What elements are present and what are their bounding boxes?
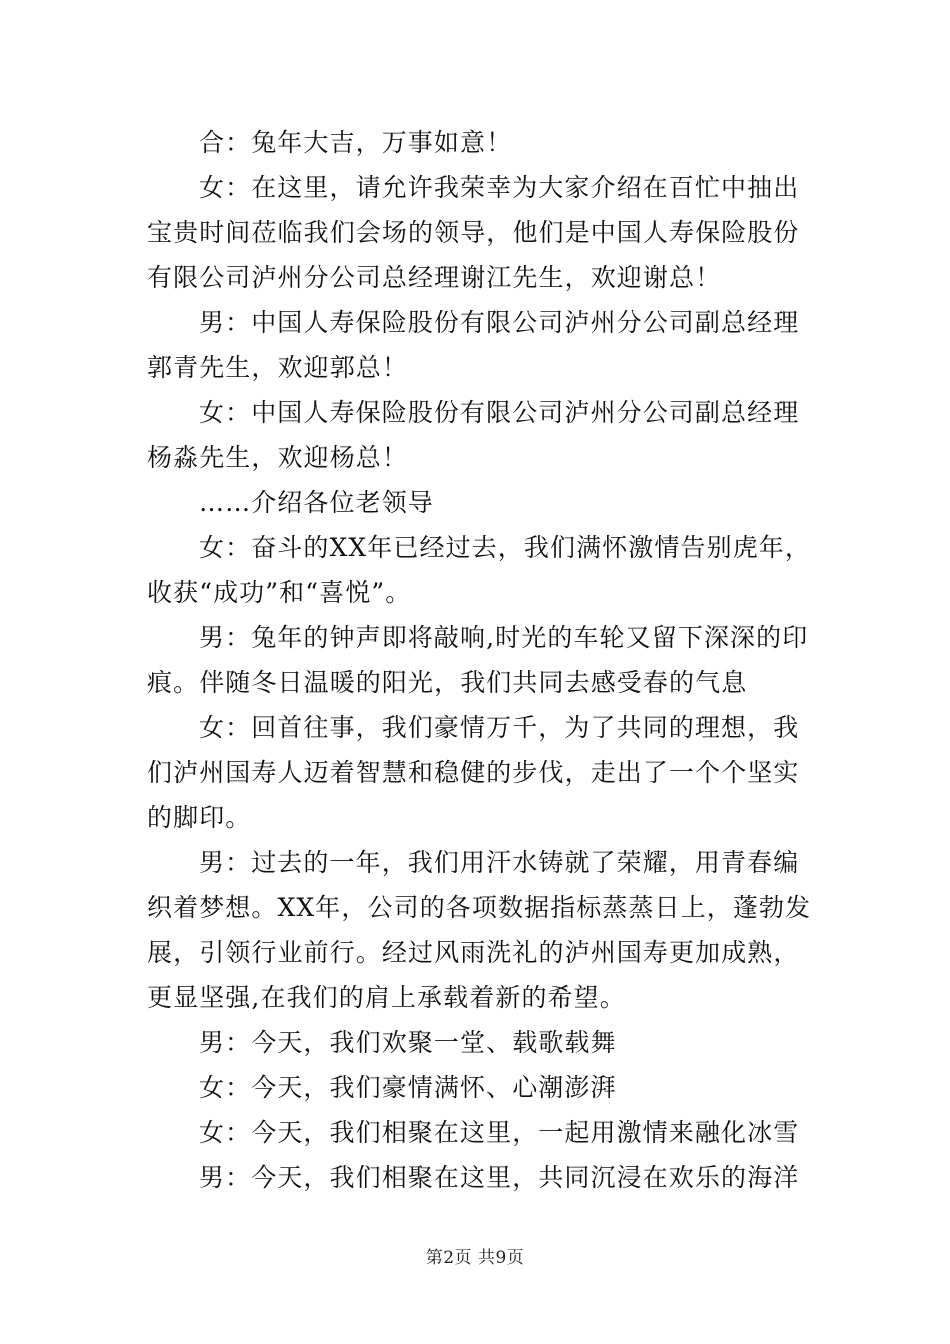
- paragraph: 男：今天，我们欢聚一堂、载歌载舞: [199, 1028, 617, 1057]
- paragraph: 女：回首往事，我们豪情万千，为了共同的理想，我们泸州国寿人迈着智慧和稳健的步伐，走出了一个个坚实的脚印。: [147, 713, 800, 832]
- paragraph: 合：兔年大吉，万事如意！: [199, 128, 513, 157]
- paragraph: 女：在这里，请允许我荣幸为大家介绍在百忙中抽出宝贵时间莅临我们会场的领导，他们是中国人寿保险股份有限公司泸州分公司总经理谢江先生，欢迎谢总！: [147, 173, 800, 292]
- paragraph: 男：今天，我们相聚在这里，共同沉浸在欢乐的海洋: [199, 1163, 800, 1192]
- paragraph: ……介绍各位老领导: [199, 488, 434, 517]
- page-number-footer: 第2页 共9页: [425, 1248, 525, 1268]
- paragraph: 男：兔年的钟声即将敲响,时光的车轮又留下深深的印痕。伴随冬日温暖的阳光，我们共同去感受春的气息: [147, 623, 809, 697]
- paragraph: 男：过去的一年，我们用汗水铸就了荣耀，用青春编织着梦想。XX年，公司的各项数据指标蒸蒸日上，蓬勃发展，引领行业前行。经过风雨洗礼的泸州国寿更加成熟，更显坚强,在我们的肩上承载着新的希望。: [147, 848, 812, 1012]
- paragraph: 女：中国人寿保险股份有限公司泸州分公司副总经理杨淼先生，欢迎杨总！: [147, 398, 800, 472]
- paragraph: 女：奋斗的XX年已经过去，我们满怀激情告别虎年，收获“成功”和“喜悦”。: [147, 533, 811, 607]
- document-body: [147, 120, 813, 1200]
- paragraph: 男：中国人寿保险股份有限公司泸州分公司副总经理郭青先生，欢迎郭总！: [147, 308, 800, 382]
- paragraph: 女：今天，我们相聚在这里，一起用激情来融化冰雪: [199, 1118, 800, 1147]
- paragraph: 女：今天，我们豪情满怀、心潮澎湃: [199, 1073, 617, 1102]
